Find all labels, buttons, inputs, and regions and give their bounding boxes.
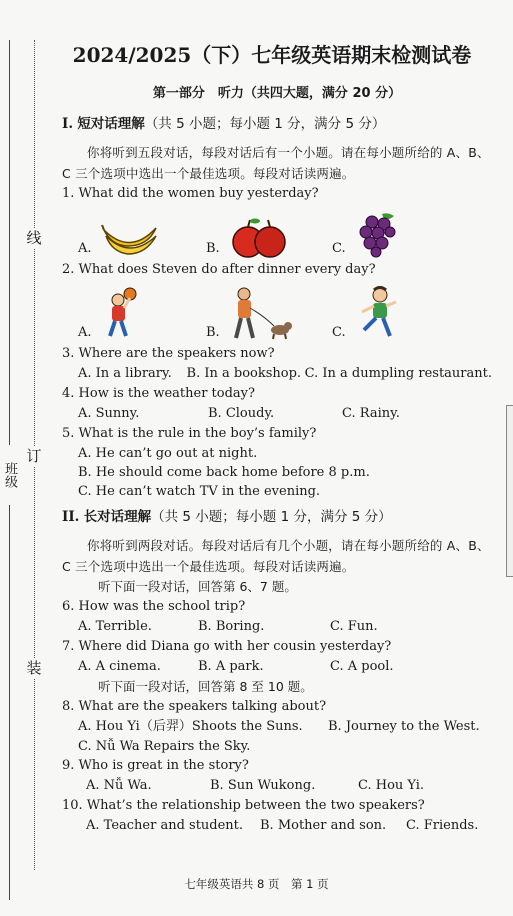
binding-margin [0, 0, 46, 916]
question-4: 4. How is the weather today? [62, 386, 255, 401]
q6-option-b[interactable]: B. Boring. [198, 619, 265, 634]
q8-option-c[interactable]: C. Nǚ Wa Repairs the Sky. [78, 739, 251, 754]
q2-option-b[interactable]: B. [206, 286, 332, 342]
question-8: 8. What are the speakers talking about? [62, 699, 327, 714]
question-9-options [62, 776, 492, 796]
question-7: 7. Where did Diana go with her cousin yesterday? [62, 639, 392, 654]
q6-option-a[interactable]: A. Terrible. [78, 619, 152, 634]
dog-walker-icon [228, 286, 294, 342]
q3-option-c[interactable]: C. In a dumpling restaurant. [304, 366, 492, 381]
dialogue-1-instruction: 听下面一段对话，回答第 6、7 题。 [98, 579, 297, 594]
q10-option-c[interactable]: C. Friends. [406, 818, 479, 833]
question-7-options [62, 657, 492, 677]
banana-icon [100, 216, 160, 258]
q9-option-b[interactable]: B. Sun Wukong. [210, 778, 316, 793]
q1-option-a[interactable]: A. [78, 216, 206, 258]
section-2-title: 长对话理解 [83, 509, 152, 525]
question-4-options [62, 404, 492, 424]
question-2-options [62, 284, 492, 342]
q6-option-c[interactable]: C. Fun. [330, 619, 378, 634]
section-1-note: （共 5 小题；每小题 1 分，满分 5 分） [144, 116, 386, 132]
section-2-instruction: 你将听到两段对话。每段对话后有几个小题，请在每小题所给的 A、B、C 三个选项中选出一个最佳选项。每段对话读两遍。 [62, 538, 490, 574]
binding-char-line: 线 [24, 228, 44, 248]
basketball-player-icon [100, 286, 144, 342]
q9-option-c[interactable]: C. Hou Yi. [358, 778, 425, 793]
section-1-instruction: 你将听到五段对话，每段对话后有一个小题。请在每小题所给的 A、B、C 三个选项中选出一个最佳选项。每段对话读两遍。 [62, 145, 490, 181]
question-1: 1. What did the women buy yesterday? [62, 186, 319, 201]
section-2-number: II. [62, 509, 80, 525]
question-8-options [62, 717, 492, 737]
q5-option-c[interactable]: C. He can’t watch TV in the evening. [78, 484, 321, 499]
question-6: 6. How was the school trip? [62, 599, 246, 614]
question-3-options [62, 364, 492, 384]
question-6-options [62, 617, 492, 637]
section-2-note: （共 5 小题；每小题 1 分，满分 5 分） [151, 509, 392, 525]
q3-option-b[interactable]: B. In a bookshop. [186, 366, 302, 381]
question-10: 10. What’s the relationship between the two speakers? [62, 798, 425, 813]
q8-option-b[interactable]: B. Journey to the West. [328, 719, 480, 734]
section-1-title: 短对话理解 [77, 116, 145, 132]
question-5: 5. What is the rule in the boy’s family? [62, 426, 317, 441]
q10-option-a[interactable]: A. Teacher and student. [86, 818, 244, 833]
binding-char-staple: 订 [24, 446, 44, 466]
q2-option-c[interactable]: C. [332, 286, 402, 342]
q5-option-b[interactable]: B. He should come back home before 8 p.m. [78, 465, 370, 480]
grape-icon [354, 210, 402, 258]
q7-option-b[interactable]: B. A park. [198, 659, 264, 674]
section-1-heading [62, 114, 492, 134]
question-10-options [62, 816, 492, 836]
page-edge-tab [506, 405, 513, 577]
q7-option-a[interactable]: A. A cinema. [78, 659, 161, 674]
part-heading: 第一部分 听力（共四大题，满分 20 分） [152, 86, 402, 101]
q3-option-a[interactable]: A. In a library. [78, 366, 172, 381]
apple-icon [228, 216, 290, 258]
class-label: 班级 [0, 445, 18, 505]
section-1-number: I. [62, 116, 74, 132]
question-1-options [62, 208, 492, 258]
question-2: 2. What does Steven do after dinner every day? [62, 262, 376, 277]
q1-option-c[interactable]: C. [332, 210, 402, 258]
question-3: 3. Where are the speakers now? [62, 346, 275, 361]
q5-option-a[interactable]: A. He can’t go out at night. [78, 446, 258, 461]
q4-option-a[interactable]: A. Sunny. [78, 406, 140, 421]
q4-option-b[interactable]: B. Cloudy. [208, 406, 275, 421]
q7-option-c[interactable]: C. A pool. [330, 659, 394, 674]
runner-icon [354, 286, 402, 342]
question-9: 9. Who is great in the story? [62, 758, 249, 773]
q10-option-b[interactable]: B. Mother and son. [260, 818, 387, 833]
q4-option-c[interactable]: C. Rainy. [342, 406, 400, 421]
q1-option-b[interactable]: B. [206, 216, 332, 258]
q9-option-a[interactable]: A. Nǚ Wa. [86, 778, 152, 793]
section-2-heading [62, 507, 492, 527]
q8-option-a[interactable]: A. Hou Yi（后羿）Shoots the Suns. [78, 719, 303, 734]
page-title: 2024/2025（下）七年级英语期末检测试卷 [72, 43, 472, 67]
q2-option-a[interactable]: A. [78, 286, 206, 342]
exam-page [62, 40, 492, 836]
dialogue-2-instruction: 听下面一段对话，回答第 8 至 10 题。 [98, 679, 313, 694]
binding-char-bind: 装 [24, 658, 44, 678]
page-footer: 七年级英语共 8 页 第 1 页 [184, 877, 329, 891]
